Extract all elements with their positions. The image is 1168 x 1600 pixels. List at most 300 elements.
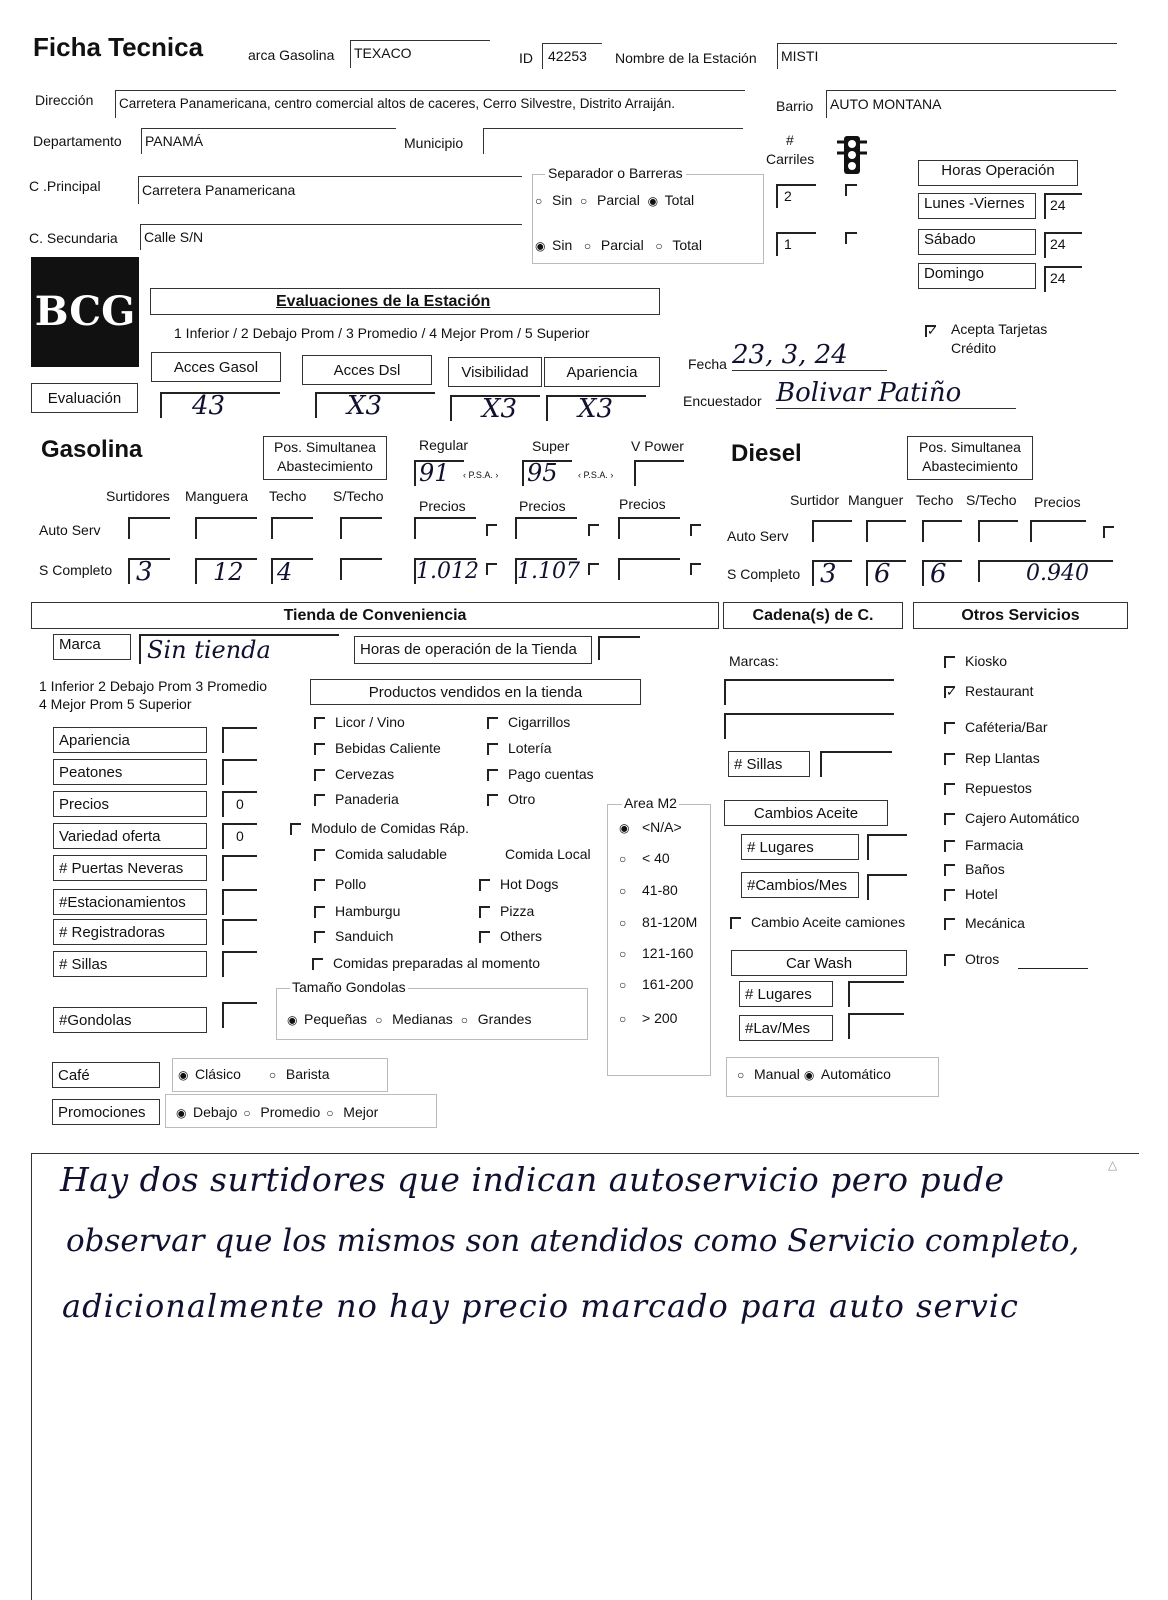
rating-value: 0 — [236, 828, 244, 844]
carriles-secundaria-value: 1 — [784, 236, 792, 252]
rating-field[interactable] — [222, 823, 257, 849]
opt-parcial-label: Parcial — [597, 192, 640, 208]
fecha-value[interactable]: 23, 3, 24 — [732, 340, 887, 371]
calle-principal-value: Carretera Panamericana — [142, 182, 296, 198]
diesel-col-stecho: S/Techo — [966, 492, 1017, 508]
gondolas-label: #Gondolas — [53, 1007, 207, 1033]
separador-title: Separador o Barreras — [545, 165, 686, 181]
radio-label: Clásico — [195, 1066, 241, 1082]
marca-gasolina-label: arca Gasolina — [248, 47, 335, 63]
car-wash-type-options[interactable] — [737, 1066, 895, 1082]
servicio-checkbox[interactable] — [944, 837, 1023, 853]
diesel-col-precios: Precios — [1034, 494, 1081, 510]
carriles-principal-field[interactable] — [776, 184, 816, 208]
cambio-aceite-camiones-checkbox[interactable] — [730, 914, 905, 930]
comida-label: Hot Dogs — [500, 876, 559, 892]
area-option[interactable]: ○ 81-120M — [619, 914, 698, 931]
producto-checkbox[interactable] — [487, 714, 570, 730]
modulo-comidas-checkbox[interactable] — [290, 820, 469, 836]
diesel-col-techo: Techo — [916, 492, 954, 508]
cw-lugares-label: # Lugares — [739, 981, 833, 1007]
diesel-sc-precio[interactable] — [1018, 560, 1113, 586]
tienda-marca-label: Marca — [53, 634, 131, 660]
servicio-checkbox[interactable] — [944, 719, 1047, 735]
calle-secundaria-value: Calle S/N — [144, 229, 204, 245]
comida-local-label: Comida Local — [505, 846, 591, 862]
super-octane-value: 95 — [527, 459, 558, 487]
col-techo: Techo — [269, 488, 307, 504]
gas-as-super-check[interactable] — [588, 524, 599, 536]
calle-secundaria-field[interactable] — [140, 224, 522, 250]
departamento-value: PANAMÁ — [145, 133, 204, 149]
vpower-precios-label: Precios — [619, 496, 666, 512]
producto-label: Pago cuentas — [508, 766, 594, 782]
carriles-label: Carriles — [766, 151, 815, 167]
servicio-label: Cajero Automático — [965, 810, 1080, 826]
otros-section-header: Otros Servicios — [913, 602, 1128, 629]
productos-title: Productos vendidos en la tienda — [310, 679, 641, 705]
area-option[interactable]: ◉ <N/A> — [619, 819, 682, 836]
acepta-tarjetas-checkbox[interactable] — [925, 322, 946, 338]
gas-sc-super-check[interactable] — [588, 563, 599, 575]
page-title: Ficha Tecnica — [33, 32, 204, 62]
gas-sc-techo[interactable] — [271, 558, 313, 584]
comida-label: Pollo — [335, 876, 367, 892]
radio-label: Manual — [754, 1066, 800, 1082]
comidas-preparadas-checkbox[interactable] — [312, 955, 540, 971]
rating-label: Variedad oferta — [53, 823, 207, 849]
servicio-label: Hotel — [965, 886, 998, 902]
cafe-label: Café — [52, 1062, 160, 1088]
notes-area[interactable] — [31, 1153, 1139, 1600]
direccion-value: Carretera Panamericana, centro comercial altos de caceres, Cerro Silvestre, Distrito Arraiján. — [119, 96, 675, 111]
diesel-sc-surtidor[interactable] — [812, 559, 852, 589]
rating-field[interactable] — [222, 855, 257, 881]
regular-psa: ‹ P.S.A. › — [463, 470, 499, 480]
barrio-value: AUTO MONTANA — [830, 96, 942, 112]
diesel-col-manguer: Manguer — [848, 492, 904, 508]
departamento-field[interactable] — [141, 128, 396, 154]
acces-dsl-field[interactable] — [315, 391, 435, 421]
comida-saludable-label: Comida saludable — [335, 846, 448, 862]
radio-option[interactable]: ◉ Pequeñas — [287, 1011, 368, 1028]
super-octane-field[interactable] — [522, 460, 572, 486]
radio-option[interactable]: ○ Mejor — [326, 1104, 379, 1121]
comida-checkbox[interactable] — [314, 876, 366, 892]
comida-checkbox[interactable] — [314, 903, 400, 919]
radio-label: Pequeñas — [304, 1011, 368, 1027]
id-label: ID — [519, 50, 533, 66]
diesel-as-techo[interactable] — [922, 520, 962, 542]
nombre-estacion-value: MISTI — [781, 48, 819, 64]
tienda-scale: 1 Inferior 2 Debajo Prom 3 Promedio 4 Mejor Prom 5 Superior — [39, 678, 267, 712]
rating-label: Precios — [53, 791, 207, 817]
servicio-label: Mecánica — [965, 915, 1025, 931]
comida-label: Others — [500, 928, 543, 944]
carriles-principal-value: 2 — [784, 188, 792, 204]
regular-label: Regular — [419, 437, 469, 453]
area-option[interactable]: ○ 41-80 — [619, 882, 678, 899]
regular-octane-value: 91 — [419, 459, 450, 487]
area-option[interactable]: ○ < 40 — [619, 850, 670, 867]
logo-text: BCG — [34, 288, 136, 335]
rating-label: Peatones — [53, 759, 207, 785]
gas-as-surtidores[interactable] — [128, 517, 170, 539]
municipio-label: Municipio — [404, 135, 464, 151]
direccion-field[interactable] — [115, 90, 745, 118]
calle-principal-field[interactable] — [138, 176, 522, 204]
opt-total-label: Total — [664, 192, 695, 208]
rating-field[interactable] — [222, 727, 257, 753]
sabado-label: Sábado — [918, 229, 1036, 255]
sabado-field[interactable] — [1044, 232, 1082, 258]
producto-label: Otro — [508, 791, 536, 807]
gondolas-size-title: Tamaño Gondolas — [292, 979, 406, 995]
diesel-auto-serv-label: Auto Serv — [727, 528, 789, 544]
notes-line-2: observar que los mismos son atendidos como Servicio completo, — [66, 1223, 1080, 1259]
radio-option[interactable]: ◉ Debajo — [176, 1104, 238, 1121]
gas-sc-techo-value: 4 — [277, 558, 293, 586]
marcas-label: Marcas: — [729, 653, 779, 669]
area-option-label: <N/A> — [642, 819, 682, 835]
gas-sc-regular-precio[interactable] — [414, 558, 479, 584]
producto-label: Panaderia — [335, 791, 399, 807]
gondolas-field[interactable] — [222, 1002, 257, 1028]
evaluacion-label: Evaluación — [31, 383, 138, 413]
barrio-field[interactable] — [826, 90, 1116, 118]
radio-option[interactable]: ○ Barista — [268, 1066, 330, 1083]
producto-label: Bebidas Caliente — [335, 740, 441, 756]
comidas-preparadas-label: Comidas preparadas al momento — [333, 955, 540, 971]
comida-checkbox[interactable] — [479, 903, 534, 919]
servicio-checkbox[interactable] — [944, 861, 1005, 877]
promociones-options[interactable] — [176, 1104, 384, 1120]
bcg-logo — [31, 257, 139, 367]
gas-as-techo[interactable] — [271, 517, 313, 539]
lunes-viernes-value: 24 — [1050, 197, 1066, 213]
apariencia-value: X3 — [578, 394, 614, 424]
radio-option[interactable]: ○ Promedio — [243, 1104, 321, 1121]
evaluaciones-scale: 1 Inferior / 2 Debajo Prom / 3 Promedio / 4 Mejor Prom / 5 Superior — [174, 325, 590, 341]
separador-secundaria-options[interactable]: ◉ Sin ○ Parcial ○ Total — [535, 237, 702, 254]
tienda-section-header: Tienda de Conveniencia — [31, 602, 719, 629]
marca-gasolina-field[interactable] — [350, 40, 490, 68]
servicio-label: Otros — [965, 951, 1000, 967]
visibilidad-label: Visibilidad — [448, 357, 542, 387]
otros-line — [1018, 968, 1088, 969]
rating-field[interactable] — [222, 951, 257, 977]
servicio-label: Kiosko — [965, 653, 1008, 669]
fecha-label: Fecha — [688, 356, 727, 372]
diesel-col-surtidor: Surtidor — [790, 492, 840, 508]
gas-s-completo-label: S Completo — [39, 562, 113, 578]
diesel-as-surtidor[interactable] — [812, 520, 852, 542]
comida-label: Sanduich — [335, 928, 394, 944]
departamento-label: Departamento — [33, 133, 122, 149]
producto-checkbox[interactable] — [487, 740, 552, 756]
super-label: Super — [532, 438, 570, 454]
gas-sc-manguera[interactable] — [195, 558, 257, 584]
rating-label: # Registradoras — [53, 919, 207, 945]
rating-field[interactable] — [222, 791, 257, 817]
domingo-value: 24 — [1050, 270, 1066, 286]
modulo-comidas-label: Modulo de Comidas Ráp. — [311, 820, 469, 836]
lunes-viernes-field[interactable] — [1044, 193, 1082, 219]
radio-option[interactable]: ○ Manual — [737, 1066, 800, 1083]
municipio-field[interactable] — [483, 128, 743, 154]
gas-sc-super-precio-value: 1.107 — [517, 559, 580, 584]
calle-secundaria-label: C. Secundaria — [29, 230, 118, 246]
servicio-label: Farmacia — [965, 837, 1024, 853]
barrio-label: Barrio — [776, 98, 814, 114]
col-surtidores: Surtidores — [106, 488, 170, 504]
direccion-label: Dirección — [35, 92, 94, 108]
vpower-octane-field[interactable] — [634, 460, 684, 486]
lugares-field[interactable] — [867, 834, 907, 860]
lugares-label: # Lugares — [741, 834, 859, 860]
super-psa: ‹ P.S.A. › — [578, 470, 614, 480]
comida-saludable-checkbox[interactable] — [314, 846, 447, 862]
area-title: Area M2 — [624, 795, 677, 811]
id-value: 42253 — [548, 48, 587, 64]
producto-checkbox[interactable] — [314, 714, 405, 730]
comida-checkbox[interactable] — [479, 928, 542, 944]
apariencia-field[interactable] — [546, 394, 646, 424]
gas-sc-vpower-check[interactable] — [690, 563, 701, 575]
servicio-checkbox[interactable] — [944, 915, 1025, 931]
nombre-estacion-field[interactable] — [777, 43, 1117, 69]
servicio-label: Repuestos — [965, 780, 1032, 796]
radio-label: Debajo — [193, 1104, 238, 1120]
diesel-sc-techo[interactable] — [922, 559, 962, 589]
col-stecho: S/Techo — [333, 488, 384, 504]
radio-option[interactable]: ○ Medianas — [375, 1011, 453, 1028]
rating-label: #Estacionamientos — [53, 889, 207, 915]
gas-auto-serv-label: Auto Serv — [39, 522, 101, 538]
rating-field[interactable] — [222, 759, 257, 785]
radio-label: Barista — [285, 1066, 330, 1082]
rating-value: 0 — [236, 796, 244, 812]
tienda-horas-label: Horas de operación de la Tienda — [354, 636, 592, 664]
radio-option[interactable]: ◉ Automático — [803, 1066, 891, 1083]
radio-label: Promedio — [260, 1104, 321, 1120]
opt-parcial-label: Parcial — [600, 237, 644, 253]
radio-label: Grandes — [477, 1011, 532, 1027]
radio-option[interactable]: ○ Grandes — [460, 1011, 532, 1028]
separador-principal-options[interactable]: ○ Sin ○ Parcial ◉ Total — [535, 192, 695, 209]
area-group — [607, 804, 711, 1076]
traffic-light-icon — [835, 134, 869, 180]
gas-as-regular-precio[interactable] — [414, 517, 476, 539]
gas-as-super-precio[interactable] — [515, 517, 577, 539]
comida-label: Pizza — [500, 903, 535, 919]
acces-gasol-field[interactable] — [160, 391, 280, 421]
radio-label: Mejor — [343, 1104, 379, 1120]
producto-label: Cervezas — [335, 766, 395, 782]
visibilidad-field[interactable] — [450, 394, 540, 424]
gas-sc-vpower-precio[interactable] — [618, 558, 680, 580]
cw-lav-field[interactable] — [848, 1013, 904, 1039]
opt-total-label: Total — [672, 237, 702, 253]
servicio-checkbox[interactable] — [944, 780, 1032, 796]
diesel-sc-manguer[interactable] — [866, 559, 906, 589]
apariencia-label: Apariencia — [544, 357, 660, 387]
notes-line-3: adicionalmente no hay precio marcado para auto servic — [62, 1287, 1019, 1325]
servicio-label: Restaurant — [965, 683, 1034, 699]
producto-checkbox[interactable] — [487, 766, 594, 782]
servicio-checkbox[interactable] — [944, 653, 1007, 669]
horas-operacion-title: Horas Operación — [918, 160, 1078, 186]
cambios-aceite-title: Cambios Aceite — [724, 800, 888, 826]
tienda-horas-field[interactable] — [598, 636, 640, 660]
marcas-field-2[interactable] — [724, 713, 894, 739]
gas-as-vpower-check[interactable] — [690, 524, 701, 536]
vpower-label: V Power — [631, 438, 684, 454]
gas-sc-regular-check[interactable] — [486, 563, 497, 575]
cambios-mes-label: #Cambios/Mes — [741, 872, 859, 898]
carriles-principal-check[interactable] — [845, 184, 857, 196]
marcas-field-1[interactable] — [724, 679, 894, 705]
car-wash-title: Car Wash — [731, 950, 907, 976]
area-option-label: > 200 — [642, 1010, 678, 1026]
gasolina-pos-simultanea: Pos. Simultanea Abastecimiento — [263, 436, 387, 480]
comida-checkbox[interactable] — [479, 876, 558, 892]
diesel-sc-surtidor-value: 3 — [820, 559, 837, 589]
marca-gasolina-value: TEXACO — [354, 45, 412, 61]
encuestador-label: Encuestador — [683, 393, 762, 409]
cambios-mes-field[interactable] — [867, 874, 907, 900]
rating-field[interactable] — [222, 919, 257, 945]
cadena-sillas-field[interactable] — [820, 751, 892, 777]
rating-label: Apariencia — [53, 727, 207, 753]
gas-sc-super-precio[interactable] — [515, 558, 580, 584]
promociones-label: Promociones — [52, 1099, 160, 1125]
rating-field[interactable] — [222, 889, 257, 915]
domingo-field[interactable] — [1044, 266, 1082, 292]
gas-as-stecho[interactable] — [340, 517, 382, 539]
area-option[interactable]: ○ > 200 — [619, 1010, 678, 1027]
comida-checkbox[interactable] — [314, 928, 393, 944]
producto-checkbox[interactable] — [314, 791, 399, 807]
gas-sc-surtidores[interactable] — [128, 557, 170, 587]
diesel-as-precio[interactable] — [1030, 520, 1086, 542]
area-option-label: < 40 — [642, 850, 670, 866]
cambio-aceite-camiones-label: Cambio Aceite camiones — [751, 914, 906, 930]
servicio-label: Rep Llantas — [965, 750, 1040, 766]
producto-label: Licor / Vino — [335, 714, 405, 730]
producto-checkbox[interactable] — [314, 740, 441, 756]
gas-sc-manguera-value: 12 — [213, 558, 244, 586]
cw-lav-label: #Lav/Mes — [739, 1015, 833, 1041]
lunes-viernes-label: Lunes -Viernes — [918, 193, 1036, 219]
gas-sc-regular-precio-value: 1.012 — [416, 559, 479, 584]
producto-label: Cigarrillos — [508, 714, 571, 730]
gas-as-manguera[interactable] — [195, 517, 257, 539]
producto-checkbox[interactable] — [314, 766, 394, 782]
acepta-tarjetas-label: Acepta Tarjetas Crédito — [951, 321, 1048, 356]
gas-as-vpower-precio[interactable] — [618, 517, 680, 539]
diesel-as-stecho[interactable] — [978, 520, 1018, 542]
col-manguera: Manguera — [185, 488, 249, 504]
diesel-sc-techo-value: 6 — [930, 559, 947, 589]
diesel-as-manguer[interactable] — [866, 520, 906, 542]
cadena-sillas-label: # Sillas — [728, 751, 810, 777]
cw-lugares-field[interactable] — [848, 981, 904, 1007]
servicio-label: Caféteria/Bar — [965, 719, 1048, 735]
notes-triangle-icon: △ — [1108, 1158, 1118, 1172]
servicio-checkbox[interactable] — [944, 810, 1079, 826]
super-precios-label: Precios — [519, 498, 566, 514]
radio-label: Automático — [820, 1066, 891, 1082]
evaluaciones-title: Evaluaciones de la Estación — [276, 293, 491, 310]
area-option-label: 121-160 — [642, 945, 694, 961]
encuestador-value[interactable]: Bolivar Patiño — [776, 378, 1016, 409]
diesel-sc-manguer-value: 6 — [874, 559, 891, 589]
sabado-value: 24 — [1050, 236, 1066, 252]
tienda-marca-field[interactable] — [139, 634, 339, 664]
visibilidad-value: X3 — [482, 394, 518, 424]
diesel-s-completo-label: S Completo — [727, 566, 801, 582]
id-field[interactable] — [542, 43, 602, 69]
rating-label: # Sillas — [53, 951, 207, 977]
comida-label: Hamburgu — [335, 903, 401, 919]
servicio-checkbox[interactable] — [944, 750, 1040, 766]
area-option-label: 81-120M — [642, 914, 698, 930]
servicio-label: Baños — [965, 861, 1005, 877]
regular-octane-field[interactable] — [414, 460, 464, 486]
diesel-pos-simultanea: Pos. Simultanea Abastecimiento — [907, 436, 1033, 480]
servicio-checkbox[interactable] — [944, 886, 998, 902]
diesel-sc-stecho[interactable] — [978, 560, 1018, 582]
cadena-section-header: Cadena(s) de C. — [723, 602, 903, 629]
gas-sc-surtidores-value: 3 — [136, 557, 153, 587]
area-option[interactable]: ○ 161-200 — [619, 976, 694, 993]
calle-principal-label: C .Principal — [29, 178, 101, 194]
tienda-marca-value: Sin tienda — [147, 636, 271, 664]
area-option-label: 161-200 — [642, 976, 694, 992]
opt-sin-label: Sin — [552, 192, 573, 208]
carriles-secundaria-check[interactable] — [845, 232, 857, 244]
acces-dsl-label: Acces Dsl — [302, 355, 432, 385]
acces-gasol-value: 43 — [192, 391, 226, 421]
nombre-estacion-label: Nombre de la Estación — [615, 50, 757, 66]
carriles-secundaria-field[interactable] — [776, 232, 816, 256]
acces-gasol-label: Acces Gasol — [151, 352, 281, 382]
servicio-checkbox[interactable] — [944, 951, 999, 967]
domingo-label: Domingo — [918, 263, 1036, 289]
producto-label: Lotería — [508, 740, 552, 756]
area-option-label: 41-80 — [642, 882, 678, 898]
radio-option[interactable]: ◉ Clásico — [178, 1066, 241, 1083]
opt-sin-label: Sin — [552, 237, 573, 253]
diesel-sc-precio-value: 0.940 — [1026, 561, 1089, 586]
acces-dsl-value: X3 — [347, 391, 383, 421]
gondolas-size-options[interactable] — [287, 1011, 539, 1027]
diesel-as-check[interactable] — [1103, 526, 1114, 538]
rating-label: # Puertas Neveras — [53, 855, 207, 881]
area-option[interactable]: ○ 121-160 — [619, 945, 694, 962]
servicio-checkbox[interactable] — [944, 683, 1033, 699]
regular-precios-label: Precios — [419, 498, 466, 514]
gas-as-regular-check[interactable] — [486, 524, 497, 536]
producto-checkbox[interactable] — [487, 791, 535, 807]
gas-sc-stecho[interactable] — [340, 558, 382, 580]
radio-label: Medianas — [392, 1011, 453, 1027]
carriles-hash: # — [786, 132, 794, 148]
cafe-options[interactable] — [178, 1066, 357, 1082]
diesel-title: Diesel — [731, 440, 802, 467]
notes-line-1: Hay dos surtidores que indican autoservicio pero pude — [60, 1160, 1005, 1199]
